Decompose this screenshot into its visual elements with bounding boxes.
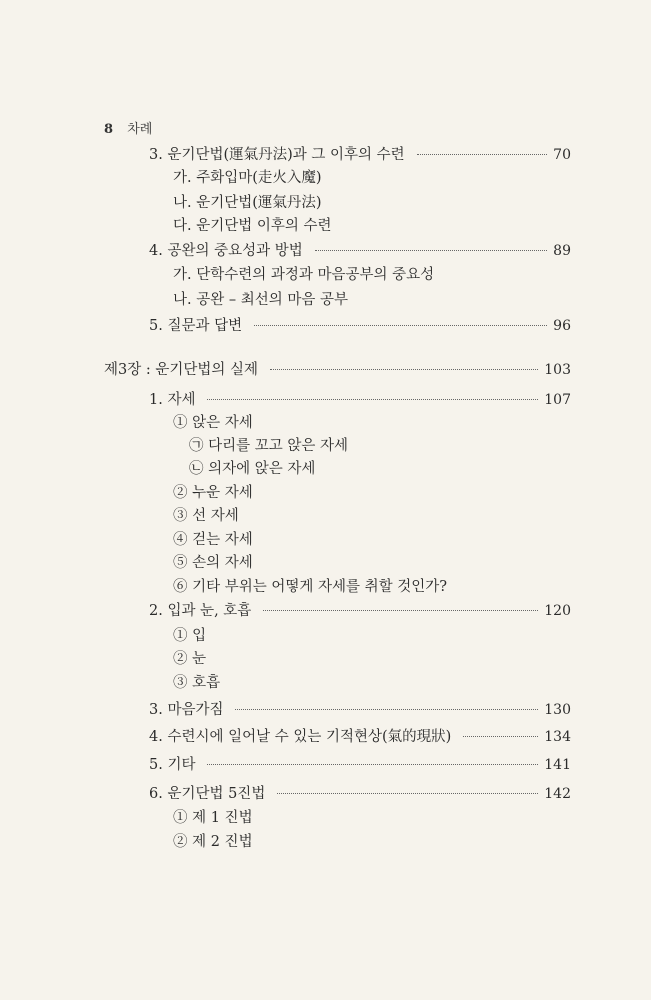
toc-subentry[interactable]: [173, 413, 253, 433]
toc-page-number: 134: [544, 729, 571, 745]
toc-entry-title: ① 입: [173, 628, 207, 644]
header-page-number: 8: [104, 122, 114, 137]
toc-entry-title: 4. 수련시에 일어날 수 있는 기적현상(氣的現狀): [149, 729, 452, 745]
toc-entry-title: 1. 자세: [149, 392, 196, 408]
dot-leader: [277, 793, 538, 794]
toc-entry-title: ② 눈: [173, 651, 207, 667]
toc-entry-title: ③ 선 자세: [173, 508, 239, 524]
toc-subentry[interactable]: [173, 216, 332, 236]
toc-chapter-entry[interactable]: [104, 360, 571, 380]
toc-entry-title: 나. 운기단법(運氣丹法): [173, 195, 322, 211]
toc-entry-title: ① 제 1 진법: [173, 810, 253, 826]
toc-entry[interactable]: [149, 145, 571, 165]
toc-subentry[interactable]: [173, 577, 447, 597]
toc-page-number: 130: [544, 702, 571, 718]
toc-entry[interactable]: [149, 784, 571, 804]
toc-entry-title: 다. 운기단법 이후의 수련: [173, 218, 332, 234]
dot-leader: [207, 764, 538, 765]
dot-leader: [270, 369, 538, 370]
toc-subentry[interactable]: [173, 483, 253, 503]
toc-page-number: 96: [553, 318, 571, 334]
toc-subentry[interactable]: [173, 673, 220, 693]
toc-entry-title: 나. 공완 – 최선의 마음 공부: [173, 292, 348, 308]
toc-entry-title: 3. 운기단법(運氣丹法)과 그 이후의 수련: [149, 147, 405, 163]
toc-entry[interactable]: [149, 316, 571, 336]
toc-entry-title: ② 제 2 진법: [173, 834, 253, 850]
toc-subentry[interactable]: [173, 832, 253, 852]
toc-subsubentry[interactable]: [189, 459, 315, 479]
dot-leader: [235, 709, 538, 710]
dot-leader: [207, 399, 538, 400]
toc-subentry[interactable]: [173, 290, 348, 310]
toc-entry[interactable]: [149, 601, 571, 621]
toc-entry-title: 5. 질문과 답변: [149, 318, 243, 334]
dot-leader: [417, 154, 548, 155]
toc-entry-title: ① 앉은 자세: [173, 415, 253, 431]
toc-entry-title: 3. 마음가짐: [149, 702, 224, 718]
toc-subentry[interactable]: [173, 553, 253, 573]
toc-page-number: 89: [553, 243, 571, 259]
dot-leader: [263, 610, 538, 611]
toc-page-number: 103: [544, 362, 571, 378]
toc-entry-title: ㉡ 의자에 앉은 자세: [189, 461, 316, 477]
toc-entry-title: ② 누운 자세: [173, 485, 253, 501]
chapter-title: 제3장 : 운기단법의 실제: [104, 362, 259, 378]
toc-entry[interactable]: [149, 241, 571, 261]
toc-subentry[interactable]: [173, 168, 322, 188]
toc-page-number: 141: [544, 757, 571, 773]
toc-subentry[interactable]: [173, 193, 322, 213]
toc-entry[interactable]: [149, 390, 571, 410]
toc-subentry[interactable]: [173, 649, 206, 669]
dot-leader: [315, 250, 547, 251]
toc-entry[interactable]: [149, 700, 571, 720]
toc-entry-title: ③ 호흡: [173, 675, 221, 691]
toc-subentry[interactable]: [173, 626, 206, 646]
toc-entry-title: ⑤ 손의 자세: [173, 555, 253, 571]
toc-entry-title: 가. 단학수련의 과정과 마음공부의 중요성: [173, 267, 435, 283]
toc-page-number: 120: [544, 603, 571, 619]
toc-subentry[interactable]: [173, 506, 239, 526]
toc-entry[interactable]: [149, 727, 571, 747]
toc-entry-title: ㉠ 다리를 꼬고 앉은 자세: [189, 438, 348, 454]
header-title: 차례: [127, 122, 153, 137]
toc-subentry[interactable]: [173, 265, 434, 285]
toc-entry[interactable]: [149, 755, 571, 775]
toc-entry-title: 6. 운기단법 5진법: [149, 786, 266, 802]
toc-subsubentry[interactable]: [189, 436, 348, 456]
toc-entry-title: 5. 기타: [149, 757, 196, 773]
toc-entry-title: ④ 걷는 자세: [173, 532, 253, 548]
toc-entry-title: ⑥ 기타 부위는 어떻게 자세를 취할 것인가?: [173, 579, 448, 595]
toc-subentry[interactable]: [173, 530, 253, 550]
toc-page-number: 142: [544, 786, 571, 802]
toc-entry-title: 가. 주화입마(走火入魔): [173, 170, 322, 186]
toc-entry-title: 4. 공완의 중요성과 방법: [149, 243, 303, 259]
toc-entry-title: 2. 입과 눈, 호흡: [149, 603, 252, 619]
dot-leader: [254, 325, 547, 326]
toc-page-number: 107: [544, 392, 571, 408]
toc-subentry[interactable]: [173, 808, 253, 828]
toc-page-number: 70: [553, 147, 571, 163]
dot-leader: [463, 736, 538, 737]
